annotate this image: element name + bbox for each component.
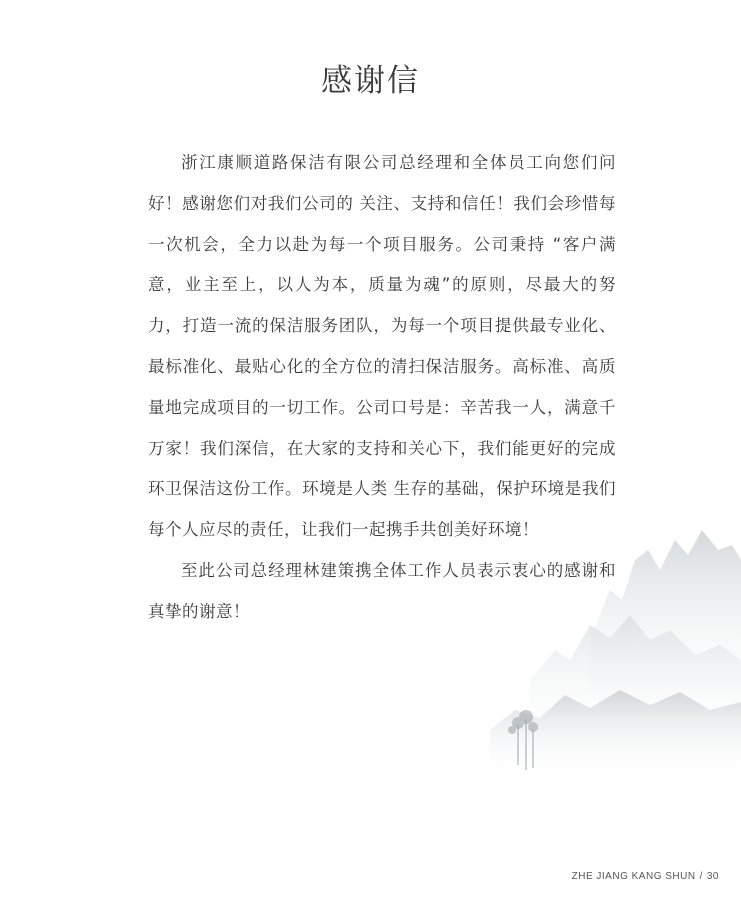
page-number: 30 <box>706 871 719 882</box>
footer-company: ZHE JIANG KANG SHUN <box>571 871 696 882</box>
paragraph-closing: 至此公司总经理林建策携全体工作人员表示衷心的感谢和真挚的谢意！ <box>148 560 616 621</box>
page-footer <box>572 871 719 882</box>
paragraph-main: 浙江康顺道路保洁有限公司总经理和全体员工向您们问好！感谢您们对我们公司的 关注、支持和信任！我们会珍惜每一次机会，全力以赴为每一个项目服务。公司秉持 “客户满意，业主至上，以人为本，质量为魂”的原则，尽最大的努力，打造一流的保洁服务团队，为每一个项目提供最专业化、最标准化、最贴心化的全方位的清扫保洁服务。高标准、高质量地完成项目的一切工作。公司口号是：辛苦我一人，满意千万家！我们深信，在大家的支持和关心下，我们能更好的完成环卫保洁这份工作。环境是人类 生存的基础，保护环境是我们每个人应尽的责任，让我们一起携手共创美好环境！ <box>148 153 616 540</box>
letter-body <box>148 143 616 633</box>
page-title: 感谢信 <box>321 62 420 99</box>
footer-separator: / <box>699 871 703 882</box>
